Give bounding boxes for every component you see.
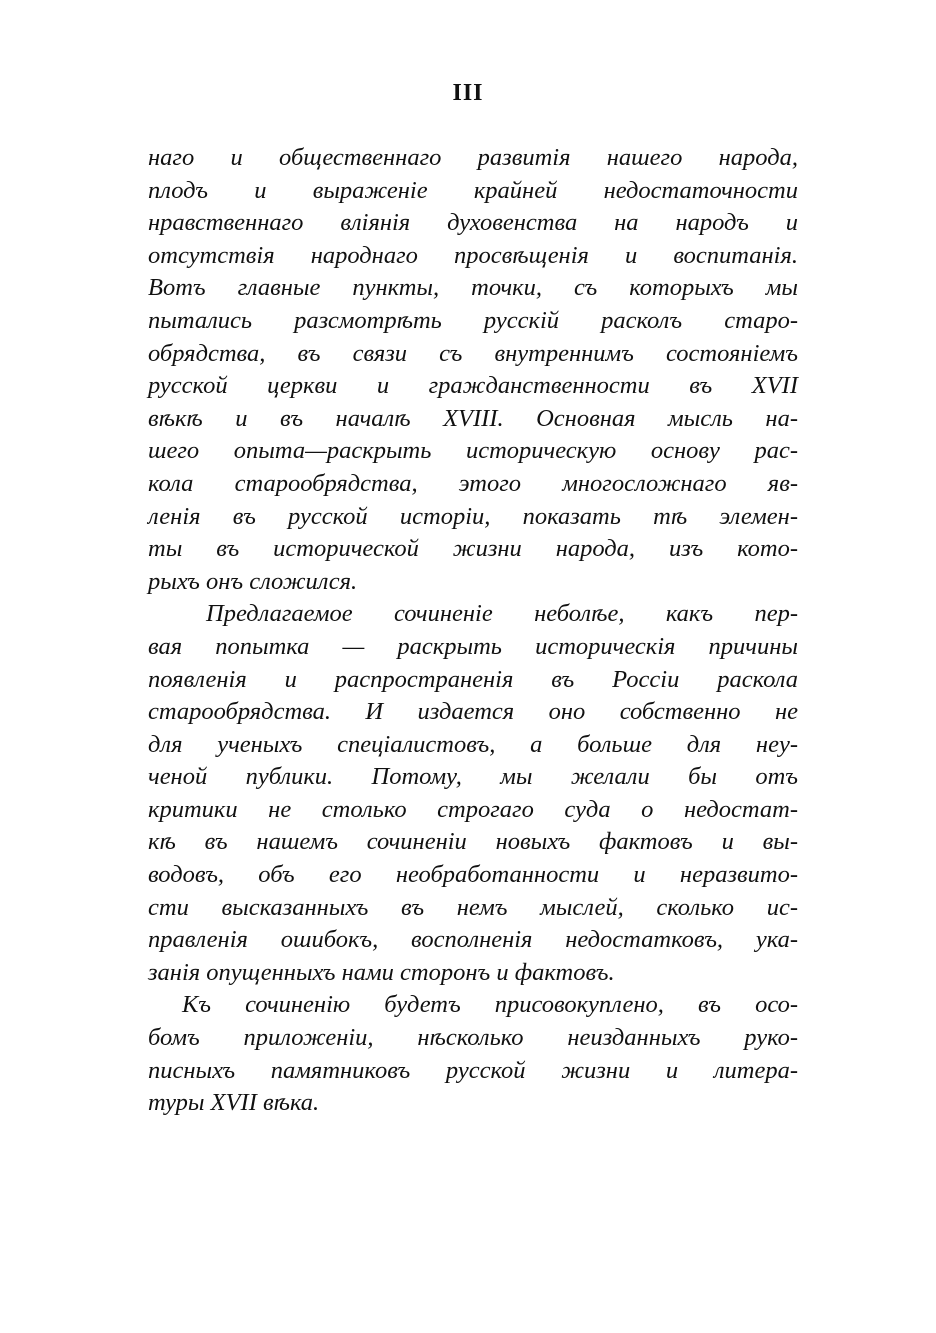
text-line: водовъ, объ его необработанности и неразвито- (148, 861, 798, 889)
text-line: бомъ приложеніи, нѣсколько неизданныхъ руко- (148, 1024, 798, 1052)
text-line: Къ сочиненію будетъ присовокуплено, въ осо- (182, 991, 798, 1019)
text-line: обрядства, въ связи съ внутреннимъ состояніемъ (148, 339, 798, 367)
text-line: ченой публики. Потому, мы желали бы отъ (148, 763, 798, 791)
text-line: ленія въ русской исторіи, показать тѣ элемен- (148, 502, 798, 530)
text-line: вѣкѣ и въ началѣ XVIII. Основная мысль на- (148, 404, 798, 432)
text-line: русской церкви и гражданственности въ XVII (148, 372, 798, 400)
text-line: для ученыхъ спеціалистовъ, а больше для неу- (148, 730, 798, 758)
text-line: вая попытка — раскрыть историческія причины (148, 632, 798, 660)
text-line: отсутствія народнаго просвѣщенія и воспитанія. (148, 241, 798, 269)
text-line: старообрядства. И издается оно собственно не (148, 698, 798, 726)
text-line: появленія и распространенія въ Россіи раскола (148, 665, 798, 693)
text-line: Вотъ главные пункты, точки, съ которыхъ мы (148, 274, 798, 302)
text-line: кѣ въ нашемъ сочиненіи новыхъ фактовъ и вы- (148, 828, 798, 856)
text-line: сти высказанныхъ въ немъ мыслей, сколько ис- (148, 893, 798, 921)
text-line: нравственнаго вліянія духовенства на народъ и (148, 209, 798, 237)
text-line: рыхъ онъ сложился. (148, 567, 358, 595)
text-line: кола старообрядства, этого многосложнаго яв- (148, 469, 798, 497)
text-line: ты въ исторической жизни народа, изъ кото- (148, 535, 798, 563)
text-line: туры XVII вѣка. (148, 1089, 320, 1117)
page-number: III (452, 80, 484, 106)
text-line: правленія ошибокъ, восполненія недостатковъ, ука- (148, 926, 798, 954)
text-line: занія опущенныхъ нами сторонъ и фактовъ. (148, 958, 615, 986)
body-text (148, 142, 798, 1120)
text-line: плодъ и выраженіе крайней недостаточности (148, 176, 798, 204)
text-line: Предлагаемое сочиненіе неболѣе, какъ пер- (206, 600, 798, 628)
text-line: писныхъ памятниковъ русской жизни и литера- (148, 1056, 798, 1084)
text-line: пытались разсмотрѣть русскій расколъ старо- (148, 306, 798, 334)
text-line: шего опыта—раскрыть историческую основу рас- (148, 437, 798, 465)
text-line: критики не столько строгаго суда о недостат- (148, 795, 798, 823)
text-line: наго и общественнаго развитія нашего народа, (148, 144, 798, 171)
